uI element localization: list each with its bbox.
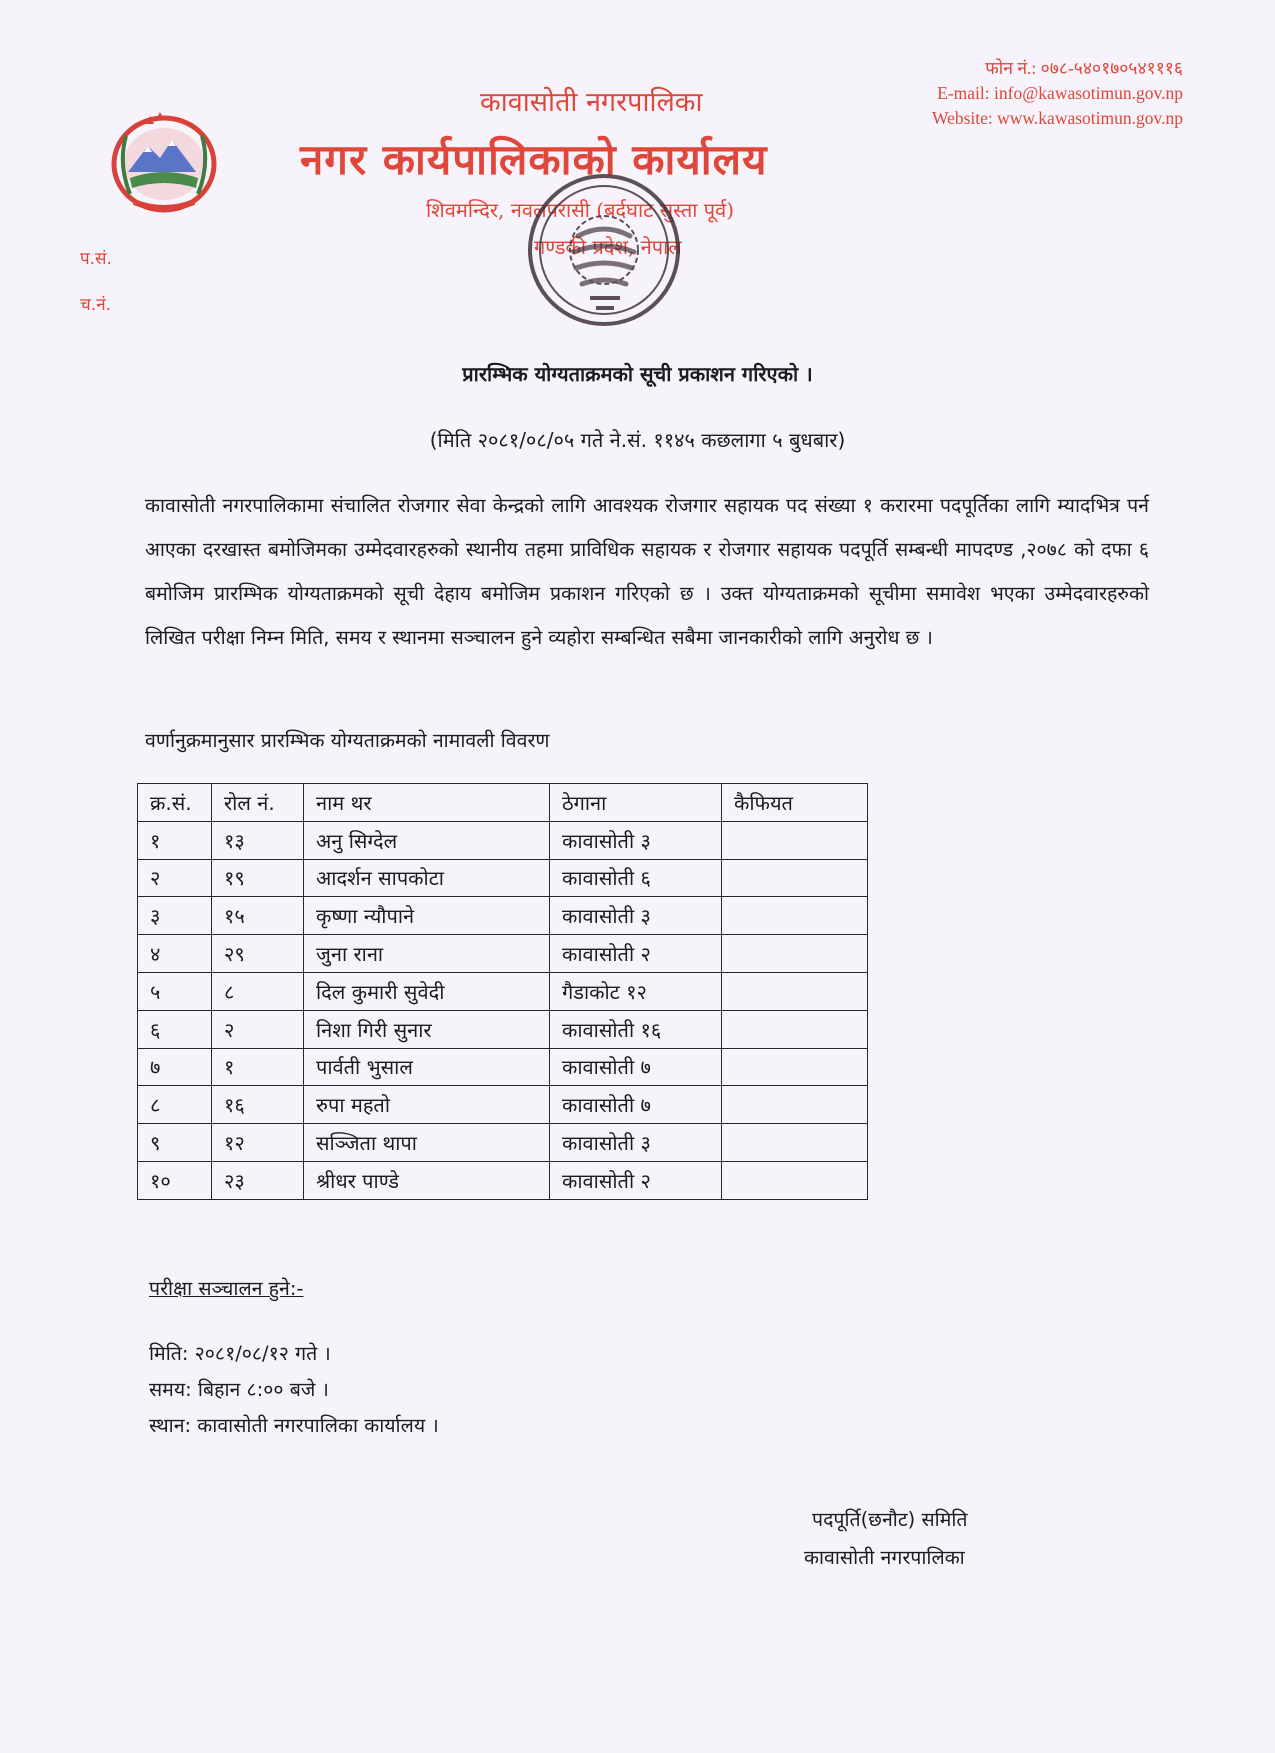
cell-remarks: [722, 1086, 868, 1124]
reference-number-label: प.सं.: [80, 249, 112, 269]
cell-address: कावासोती २: [550, 935, 722, 973]
cell-address: कावासोती ३: [550, 821, 722, 859]
table-row: [138, 1124, 868, 1162]
cell-roll: १३: [212, 821, 304, 859]
cell-serial: ७: [138, 1048, 212, 1086]
column-header-address: ठेगाना: [550, 784, 722, 822]
table-row: [138, 859, 868, 897]
cell-serial: ६: [138, 1010, 212, 1048]
contact-block: [932, 56, 1183, 131]
table-row: [138, 972, 868, 1010]
exam-time: समय: बिहान ८:०० बजे ।: [149, 1378, 329, 1401]
cell-name: दिल कुमारी सुवेदी: [304, 972, 550, 1010]
exam-date: मिति: २०८१/०८/१२ गते ।: [149, 1342, 331, 1365]
exam-heading: परीक्षा सञ्चालन हुने:-: [149, 1277, 304, 1300]
table-row: [138, 935, 868, 973]
office-province: गण्डकी प्रदेश, नेपाल: [534, 235, 682, 259]
nepal-emblem-logo: [104, 106, 224, 218]
signature-committee: पदपूर्ति(छनौट) समिति: [812, 1508, 968, 1531]
cell-roll: २: [212, 1010, 304, 1048]
column-header-remarks: कैफियत: [722, 784, 868, 822]
cell-address: कावासोती २: [550, 1161, 722, 1199]
table-row: [138, 1161, 868, 1199]
cell-name: निशा गिरी सुनार: [304, 1010, 550, 1048]
signature-municipality: कावासोती नगरपालिका: [804, 1546, 965, 1569]
cell-serial: ९: [138, 1124, 212, 1162]
cell-address: कावासोती ३: [550, 897, 722, 935]
office-title: नगर कार्यपालिकाको कार्यालय: [300, 135, 768, 184]
cell-serial: ५: [138, 972, 212, 1010]
cell-roll: १६: [212, 1086, 304, 1124]
cell-name: कृष्णा न्यौपाने: [304, 897, 550, 935]
table-header-row: [138, 784, 868, 822]
cell-name: आदर्शन सापकोटा: [304, 859, 550, 897]
notice-body-paragraph: कावासोती नगरपालिकामा संचालित रोजगार सेवा केन्द्रको लागि आवश्यक रोजगार सहायक पद संख्या १ करारमा पदपूर्तिका लागि म्यादभित्र पर्न आएका दरखास्त बमोजिमका उम्मेदवारहरुको स्थानीय तहमा प्राविधिक सहायक र रोजगार सहायक पदपूर्ति सम्बन्धी मापदण्ड ,२०७८ को दफा ६ बमोजिम प्रारम्भिक योग्यताक्रमको सूची देहाय बमोजिम प्रकाशन गरिएको छ । उक्त योग्यताक्रमको सूचीमा समावेश भएका उम्मेदवारहरुको लिखित परीक्षा निम्न मिति, समय र स्थानमा सञ्चालन हुने व्यहोरा सम्बन्धित सबैमा जानकारीको लागि अनुरोध छ ।: [145, 494, 1149, 649]
candidate-table: [137, 783, 868, 1200]
office-seal-stamp: [520, 166, 688, 334]
cell-serial: १: [138, 821, 212, 859]
cell-address: कावासोती ७: [550, 1048, 722, 1086]
cell-name: पार्वती भुसाल: [304, 1048, 550, 1086]
email-address: E-mail: info@kawasotimun.gov.np: [937, 83, 1183, 103]
exam-venue: स्थान: कावासोती नगरपालिका कार्यालय ।: [149, 1414, 439, 1437]
cell-roll: १५: [212, 897, 304, 935]
cell-roll: १९: [212, 859, 304, 897]
cell-name: जुना राना: [304, 935, 550, 973]
column-header-roll: रोल नं.: [212, 784, 304, 822]
cell-name: सञ्जिता थापा: [304, 1124, 550, 1162]
cell-address: कावासोती ६: [550, 859, 722, 897]
cell-serial: १०: [138, 1161, 212, 1199]
table-row: [138, 821, 868, 859]
cell-name: अनु सिग्देल: [304, 821, 550, 859]
table-row: [138, 897, 868, 935]
phone-number: फोन नं.: ०७८-५४०१७०५४१११६: [985, 58, 1183, 78]
cell-remarks: [722, 1010, 868, 1048]
dispatch-number-label: च.नं.: [80, 295, 112, 315]
cell-name: रुपा महतो: [304, 1086, 550, 1124]
cell-roll: २३: [212, 1161, 304, 1199]
notice-date: (मिति २०८१/०८/०५ गते ने.सं. ११४५ कछलागा ५ बुधबार): [429, 428, 846, 452]
cell-address: कावासोती १६: [550, 1010, 722, 1048]
cell-address: कावासोती ३: [550, 1124, 722, 1162]
cell-remarks: [722, 1161, 868, 1199]
cell-serial: ८: [138, 1086, 212, 1124]
candidate-list-heading: वर्णानुक्रमानुसार प्रारम्भिक योग्यताक्रमको नामावली विवरण: [145, 729, 550, 752]
cell-serial: २: [138, 859, 212, 897]
cell-roll: १२: [212, 1124, 304, 1162]
cell-roll: २९: [212, 935, 304, 973]
table-row: [138, 1010, 868, 1048]
cell-remarks: [722, 821, 868, 859]
cell-address: कावासोती ७: [550, 1086, 722, 1124]
cell-remarks: [722, 972, 868, 1010]
cell-remarks: [722, 935, 868, 973]
cell-roll: १: [212, 1048, 304, 1086]
website-address: Website: www.kawasotimun.gov.np: [931, 108, 1183, 128]
cell-remarks: [722, 859, 868, 897]
table-row: [138, 1048, 868, 1086]
cell-remarks: [722, 897, 868, 935]
office-address: शिवमन्दिर, नवलपरासी (बर्दघाट सुस्ता पूर्व): [426, 198, 735, 222]
cell-remarks: [722, 1124, 868, 1162]
notice-subject: प्रारम्भिक योग्यताक्रमको सूची प्रकाशन गरिएको ।: [462, 362, 813, 386]
column-header-serial: क्र.सं.: [138, 784, 212, 822]
municipality-name: कावासोती नगरपालिका: [480, 87, 703, 118]
column-header-name: नाम थर: [304, 784, 550, 822]
cell-roll: ८: [212, 972, 304, 1010]
cell-remarks: [722, 1048, 868, 1086]
cell-serial: ३: [138, 897, 212, 935]
cell-serial: ४: [138, 935, 212, 973]
cell-name: श्रीधर पाण्डे: [304, 1161, 550, 1199]
cell-address: गैडाकोट १२: [550, 972, 722, 1010]
table-row: [138, 1086, 868, 1124]
